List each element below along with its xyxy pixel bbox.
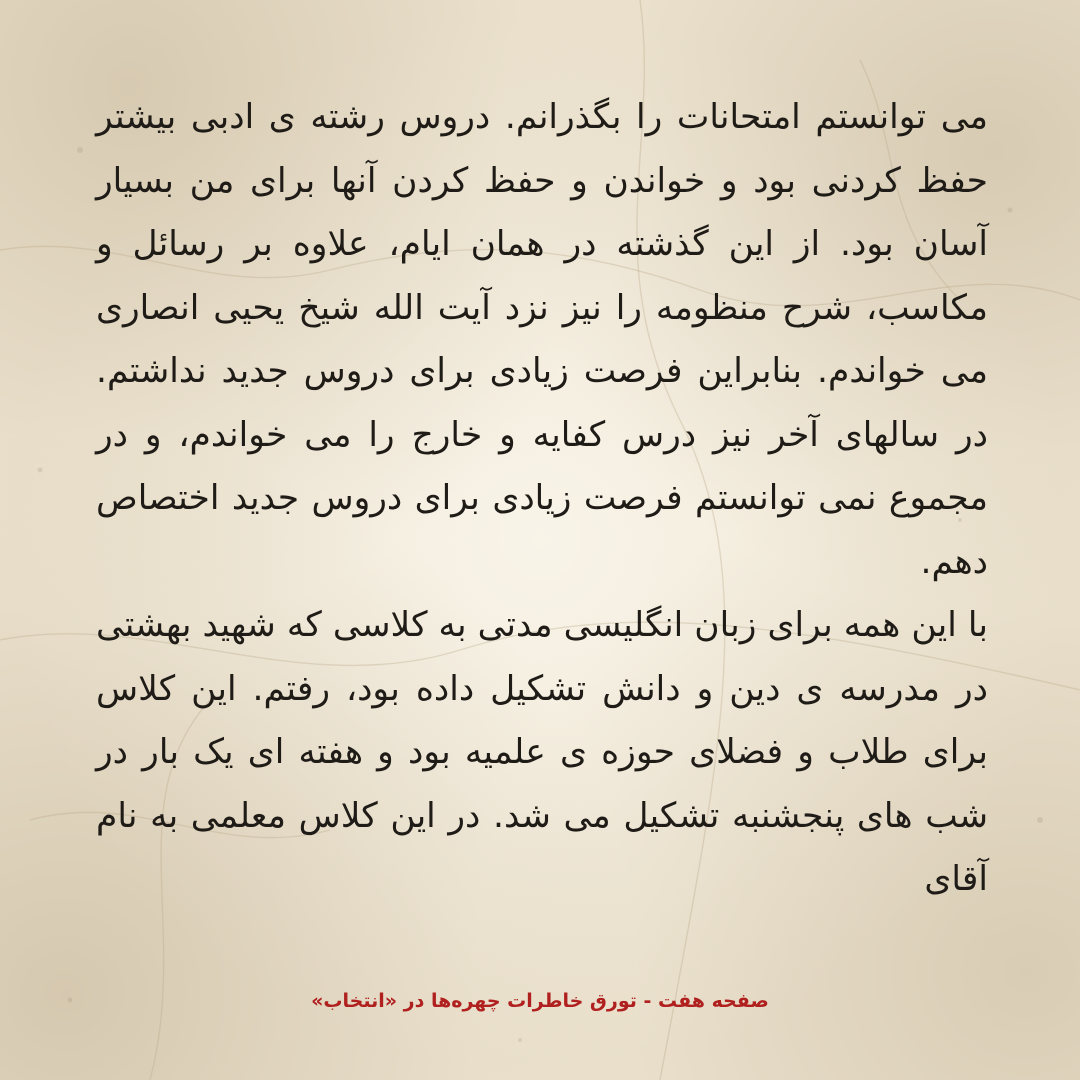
body-text <box>96 86 988 912</box>
paragraph-2: با این همه برای زبان انگلیسی مدتی به کلاسی که شهید بهشتی در مدرسه ی دین و دانش تشکیل داده بود، رفتم. این کلاس برای طلاب و فضلای حوزه ی علمیه بود و هفته ای یک بار در شب های پنجشنبه تشکیل می شد. در این کلاس معلمی به نام آقای <box>96 605 988 899</box>
page-content <box>96 86 988 966</box>
page-caption: صفحه هفت - تورق خاطرات چهره‌ها در «انتخاب» <box>311 990 769 1012</box>
paragraph-1: می توانستم امتحانات را بگذرانم. دروس رشته ی ادبی بیشتر حفظ کردنی بود و خواندن و حفظ کردن آنها برای من بسیار آسان بود. از این گذشته در همان ایام، علاوه بر رسائل و مکاسب، شرح منظومه را نیز نزد آیت الله شیخ یحیی انصاری می خواندم. بنابراین فرصت زیادی برای دروس جدید نداشتم. در سالهای آخر نیز درس کفایه و خارج را می خواندم، و در مجموع نمی توانستم فرصت زیادی برای دروس جدید اختصاص دهم. <box>96 97 988 582</box>
